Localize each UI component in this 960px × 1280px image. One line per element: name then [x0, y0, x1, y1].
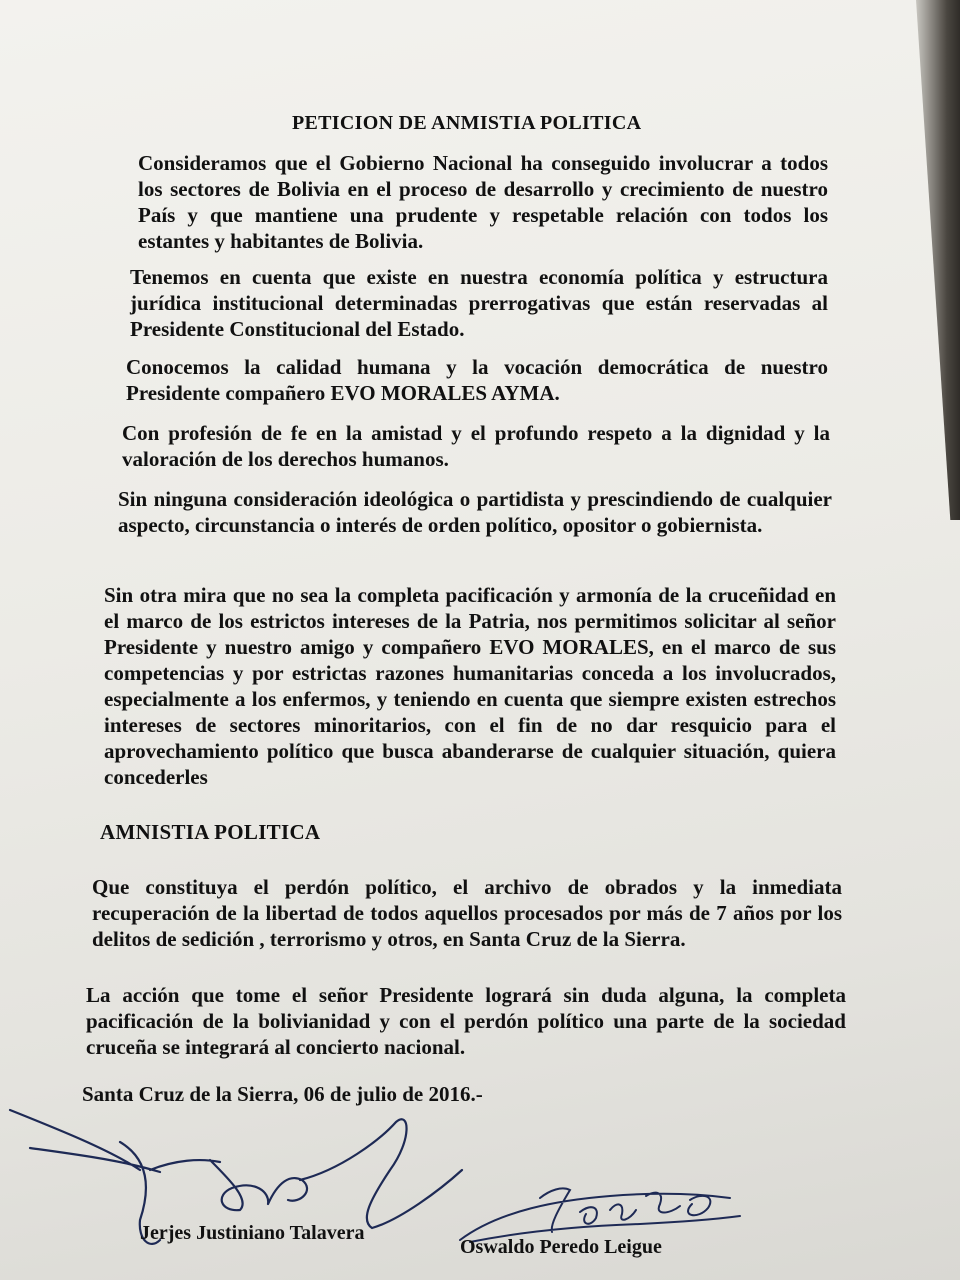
paragraph-8: La acción que tome el señor Presidente logrará sin duda alguna, la completa pacificación de la bolivianidad y con el perdón político una parte de la sociedad cruceña se integrará al concierto nacional.: [86, 983, 846, 1059]
signatory-name-2: Oswaldo Peredo Leigue: [460, 1236, 662, 1258]
signatory-name-1: Jerjes Justiniano Talavera: [140, 1222, 365, 1244]
paragraph-7: Que constituya el perdón político, el archivo de obrados y la inmediata recuperación de la libertad de todos aquellos procesados por más de 7 años por los delitos de sedición , terrorismo y otros, en Santa Cruz de la Sierra.: [92, 875, 842, 951]
paragraph-6: Sin otra mira que no sea la completa pacificación y armonía de la cruceñidad en el marco de los estrictos intereses de la Patria, nos permitimos solicitar al señor Presidente y nuestro amigo y compañero EVO MORALES, en el marco de sus competencias y por estrictas razones humanitarias conceda a los involucrados, especialmente a los enfermos, y teniendo en cuenta que siempre existen estrechos intereses de sectores minoritarios, con el fin de no dar resquicio para el aprovechamiento político que busca abanderarse de cualquier situación, quiera concederles: [104, 583, 836, 789]
date-line: Santa Cruz de la Sierra, 06 de julio de 2016.-: [82, 1082, 483, 1106]
section-heading: AMNISTIA POLITICA: [100, 820, 321, 844]
document-title: PETICION DE ANMISTIA POLITICA: [292, 112, 642, 134]
paragraph-3: Conocemos la calidad humana y la vocación democrática de nuestro Presidente compañero EVO MORALES AYMA.: [126, 355, 828, 405]
paragraph-4: Con profesión de fe en la amistad y el profundo respeto a la dignidad y la valoración de los derechos humanos.: [122, 421, 830, 471]
paragraph-5: Sin ninguna consideración ideológica o partidista y prescindiendo de cualquier aspecto, circunstancia o interés de orden político, opositor o gobiernista.: [118, 487, 832, 537]
paragraph-1: Consideramos que el Gobierno Nacional ha conseguido involucrar a todos los sectores de Bolivia en el proceso de desarrollo y crecimiento de nuestro País y que mantiene una prudente y respetable relación con todos los estantes y habitantes de Bolivia.: [138, 151, 828, 253]
paragraph-2: Tenemos en cuenta que existe en nuestra economía política y estructura jurídica institucional determinadas prerrogativas que están reservadas al Presidente Constitucional del Estado.: [130, 265, 828, 341]
